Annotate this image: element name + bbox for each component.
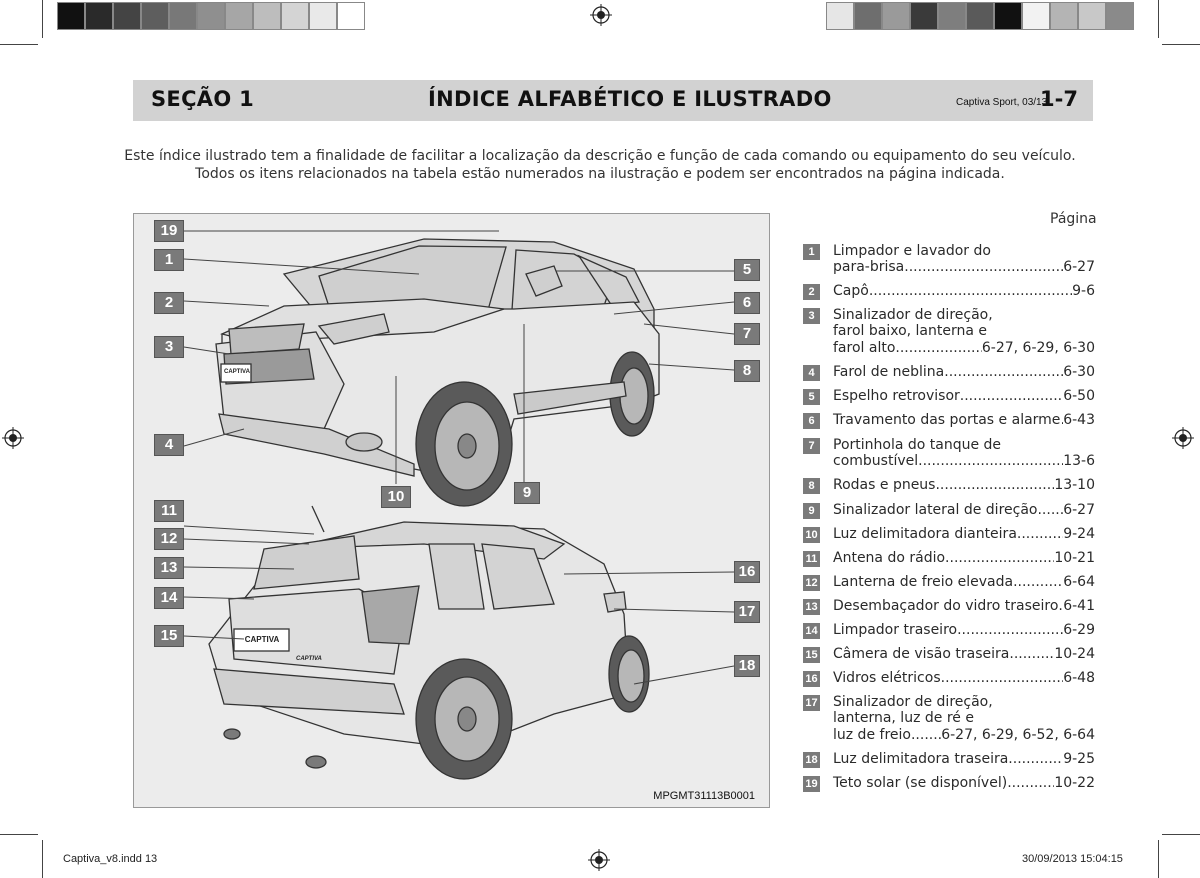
index-number-badge: 15 — [803, 647, 820, 663]
color-swatch — [882, 2, 910, 30]
index-label: Lanterna de freio elevada — [833, 574, 1014, 590]
index-page-ref: 13-6 — [1063, 453, 1095, 470]
color-swatch — [281, 2, 309, 30]
callout-13: 13 — [154, 557, 184, 579]
index-text — [833, 775, 1095, 791]
index-text-line: Limpador e lavador do — [833, 243, 991, 259]
index-page-ref: 6-27, 6-29, 6-30 — [981, 339, 1095, 356]
rear-badge-text: CAPTIVA — [296, 656, 322, 662]
index-page-ref: 6-27, 6-29, 6-52, 6-64 — [941, 726, 1095, 743]
index-number-badge: 18 — [803, 752, 820, 768]
figure-code: MPGMT31113B0001 — [653, 790, 755, 802]
index-label: farol alto — [833, 339, 896, 356]
color-swatch — [113, 2, 141, 30]
color-swatch — [197, 2, 225, 30]
color-swatch — [854, 2, 882, 30]
crop-mark — [1158, 840, 1159, 878]
color-swatch — [994, 2, 1022, 30]
color-swatch — [1022, 2, 1050, 30]
index-text-line: Portinhola do tanque de — [833, 437, 1002, 453]
index-page-ref: 9-24 — [1063, 526, 1095, 542]
index-number-badge: 16 — [803, 671, 820, 687]
front-plate-text: CAPTIVA — [224, 369, 250, 375]
index-text — [833, 243, 1095, 276]
callout-5: 5 — [734, 259, 760, 281]
index-page-ref: 6-27 — [1063, 502, 1095, 518]
index-text — [833, 646, 1095, 662]
index-number-badge: 9 — [803, 503, 820, 519]
registration-mark-icon — [1172, 427, 1194, 449]
index-number-badge: 8 — [803, 478, 820, 494]
color-swatch — [253, 2, 281, 30]
index-number-badge: 12 — [803, 575, 820, 591]
index-number-badge: 14 — [803, 623, 820, 639]
crop-mark — [42, 0, 43, 38]
callout-11: 11 — [154, 500, 184, 522]
index-page-ref: 13-10 — [1054, 477, 1095, 493]
dot-leader — [1009, 646, 1054, 662]
index-page-ref: 6-27 — [1063, 259, 1095, 276]
index-page-ref: 10-21 — [1054, 550, 1095, 566]
color-swatch — [1050, 2, 1078, 30]
index-text-line: farol baixo, lanterna e — [833, 323, 988, 340]
callout-7: 7 — [734, 323, 760, 345]
index-number-badge: 10 — [803, 527, 820, 543]
dot-leader — [1007, 775, 1054, 791]
color-swatch — [826, 2, 854, 30]
dot-leader — [957, 622, 1063, 638]
intro-line-1: Este índice ilustrado tem a finalidade de facilitar a localização da descrição e função de cada comando ou equipamento do seu veículo. — [124, 148, 1076, 164]
color-swatch — [1106, 2, 1134, 30]
crop-mark — [1162, 834, 1200, 835]
index-text — [833, 598, 1095, 614]
index-text — [833, 526, 1095, 542]
index-number-badge: 6 — [803, 413, 820, 429]
dot-leader — [1037, 502, 1063, 518]
rear-plate-text: CAPTIVA — [244, 635, 280, 644]
dot-leader — [945, 550, 1054, 566]
index-text — [833, 670, 1095, 686]
index-text — [833, 694, 1095, 743]
crop-mark — [0, 834, 38, 835]
dot-leader — [869, 283, 1072, 299]
color-swatch — [337, 2, 365, 30]
index-number-badge: 7 — [803, 438, 820, 454]
dot-leader — [944, 364, 1063, 380]
index-label: Vidros elétricos — [833, 670, 941, 686]
footer-file: Captiva_v8.indd 13 — [63, 853, 158, 865]
vehicle-illustration — [133, 213, 770, 808]
index-number-badge: 5 — [803, 389, 820, 405]
index-page-ref: 6-30 — [1063, 364, 1095, 380]
index-page-ref: 6-64 — [1063, 574, 1095, 590]
index-label: para-brisa — [833, 259, 905, 276]
index-text — [833, 622, 1095, 638]
color-swatch — [169, 2, 197, 30]
index-number-badge: 1 — [803, 244, 820, 260]
callout-1: 1 — [154, 249, 184, 271]
dot-leader — [1008, 751, 1063, 767]
index-text — [833, 364, 1095, 380]
section-header-bar — [133, 80, 1093, 121]
callout-3: 3 — [154, 336, 184, 358]
registration-mark-icon — [590, 4, 612, 26]
index-page-ref: 6-50 — [1063, 388, 1095, 404]
index-text — [833, 502, 1095, 518]
index-page-ref: 9-6 — [1072, 283, 1095, 299]
index-text — [833, 412, 1095, 428]
color-swatches-right — [826, 2, 1134, 32]
dot-leader — [895, 340, 981, 356]
color-swatch — [85, 2, 113, 30]
dot-leader — [918, 453, 1063, 469]
index-page-ref: 10-22 — [1054, 775, 1095, 791]
crop-mark — [1162, 44, 1200, 45]
index-text — [833, 283, 1095, 299]
index-text — [833, 574, 1095, 590]
callout-15: 15 — [154, 625, 184, 647]
dot-leader — [960, 388, 1063, 404]
color-swatch — [57, 2, 85, 30]
color-swatch — [1078, 2, 1106, 30]
dot-leader — [911, 727, 941, 743]
index-number-badge: 2 — [803, 284, 820, 300]
index-text — [833, 477, 1095, 493]
callout-2: 2 — [154, 292, 184, 314]
index-label: Espelho retrovisor — [833, 388, 960, 404]
callout-10: 10 — [381, 486, 411, 508]
index-text — [833, 307, 1095, 356]
dot-leader — [904, 259, 1063, 275]
color-swatch — [141, 2, 169, 30]
callout-6: 6 — [734, 292, 760, 314]
index-text — [833, 437, 1095, 470]
crop-mark — [1158, 0, 1159, 38]
index-label: luz de freio — [833, 726, 911, 743]
dot-leader — [941, 670, 1064, 686]
color-swatch — [910, 2, 938, 30]
index-page-ref: 6-41 — [1063, 598, 1095, 614]
index-label: combustível — [833, 453, 919, 470]
registration-mark-icon — [588, 849, 610, 871]
callout-4: 4 — [154, 434, 184, 456]
callout-12: 12 — [154, 528, 184, 550]
index-label: Luz delimitadora traseira — [833, 751, 1009, 767]
footer-timestamp: 30/09/2013 15:04:15 — [1022, 853, 1123, 865]
dot-leader — [1017, 526, 1063, 542]
intro-line-2: Todos os itens relacionados na tabela estão numerados na ilustração e podem ser encontrados na página indicada. — [195, 166, 1005, 182]
callout-19: 19 — [154, 220, 184, 242]
section-label: SEÇÃO 1 — [151, 87, 255, 111]
page-title: ÍNDICE ALFABÉTICO E ILUSTRADO — [428, 87, 832, 111]
color-swatch — [225, 2, 253, 30]
index-label: Teto solar (se disponível) — [833, 775, 1008, 791]
edition-label: Captiva Sport, 03/13 — [956, 97, 1048, 108]
index-label: Desembaçador do vidro traseiro — [833, 598, 1059, 614]
callout-18: 18 — [734, 655, 760, 677]
page-column-header: Página — [1050, 211, 1097, 227]
index-page-ref: 6-43 — [1063, 412, 1095, 428]
callout-17: 17 — [734, 601, 760, 623]
index-label: Travamento das portas e alarme — [833, 412, 1061, 428]
index-number-badge: 19 — [803, 776, 820, 792]
index-text-line: Sinalizador de direção, — [833, 694, 993, 710]
index-page-ref: 6-29 — [1063, 622, 1095, 638]
index-text — [833, 751, 1095, 767]
index-label: Farol de neblina — [833, 364, 945, 380]
callout-14: 14 — [154, 587, 184, 609]
callout-9: 9 — [514, 482, 540, 504]
index-number-badge: 17 — [803, 695, 820, 711]
dot-leader — [935, 477, 1054, 493]
callout-16: 16 — [734, 561, 760, 583]
index-label: Rodas e pneus — [833, 477, 936, 493]
page-number: 1-7 — [1040, 87, 1078, 111]
index-label: Luz delimitadora dianteira — [833, 526, 1017, 542]
index-label: Capô — [833, 283, 869, 299]
index-label: Antena do rádio — [833, 550, 946, 566]
index-text — [833, 388, 1095, 404]
index-label: Sinalizador lateral de direção — [833, 502, 1038, 518]
index-text-line: lanterna, luz de ré e — [833, 710, 974, 727]
color-swatch — [938, 2, 966, 30]
index-label: Câmera de visão traseira — [833, 646, 1010, 662]
color-swatch — [966, 2, 994, 30]
callout-8: 8 — [734, 360, 760, 382]
dot-leader — [1013, 574, 1063, 590]
color-swatch — [309, 2, 337, 30]
vehicle-drawing — [134, 214, 770, 808]
color-swatches-left — [57, 2, 365, 32]
index-page-ref: 10-24 — [1054, 646, 1095, 662]
registration-mark-icon — [2, 427, 24, 449]
index-number-badge: 4 — [803, 365, 820, 381]
index-text — [833, 550, 1095, 566]
index-page-ref: 9-25 — [1063, 751, 1095, 767]
index-number-badge: 3 — [803, 308, 820, 324]
crop-mark — [42, 840, 43, 878]
index-text-line: Sinalizador de direção, — [833, 307, 993, 323]
crop-mark — [0, 44, 38, 45]
index-page-ref: 6-48 — [1063, 670, 1095, 686]
index-label: Limpador traseiro — [833, 622, 958, 638]
index-number-badge: 11 — [803, 551, 820, 567]
index-number-badge: 13 — [803, 599, 820, 615]
